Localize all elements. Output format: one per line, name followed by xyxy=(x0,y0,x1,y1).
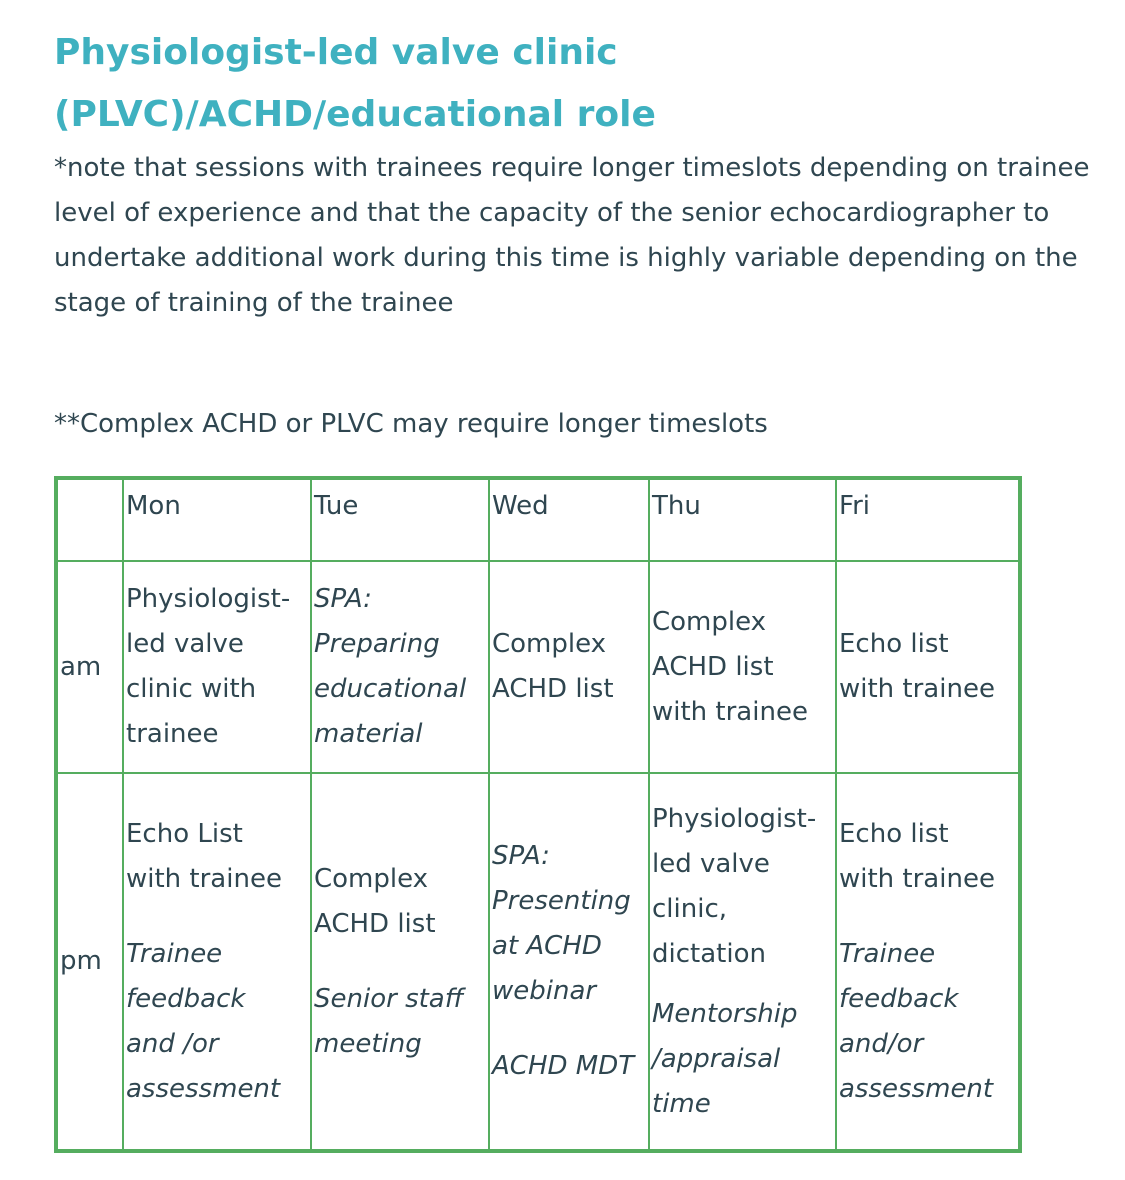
table-row-am xyxy=(56,561,1020,773)
cell-spacer xyxy=(314,947,486,977)
cell-line: Physiologist- xyxy=(652,803,817,834)
corner-cell xyxy=(56,478,123,561)
cell-line: meeting xyxy=(314,1028,422,1059)
cell-line: Echo List xyxy=(126,818,243,849)
cell-spacer xyxy=(839,902,1016,932)
cell-line: and /or xyxy=(126,1028,219,1059)
cell-line: Senior staff xyxy=(314,983,464,1014)
cell-pm-tue xyxy=(311,773,489,1151)
cell-line: Complex xyxy=(314,863,429,894)
row-label-am: am xyxy=(56,561,123,773)
page-title: Physiologist-led valve clinic (PLVC)/ACHD/educational role xyxy=(54,32,656,135)
cell-line: webinar xyxy=(492,976,597,1006)
cell-spacer xyxy=(126,902,308,932)
cell-line: Trainee xyxy=(839,938,936,969)
cell-line: and/or xyxy=(839,1028,924,1059)
cell-line: with trainee xyxy=(652,696,808,727)
cell-line: Physiologist- xyxy=(126,584,291,614)
cell-line: clinic with xyxy=(126,674,257,704)
cell-line: time xyxy=(652,1088,711,1119)
cell-pm-wed xyxy=(489,773,649,1151)
cell-line: with trainee xyxy=(839,863,995,894)
cell-am-thu xyxy=(649,561,836,773)
day-header-wed: Wed xyxy=(489,478,649,561)
cell-am-fri xyxy=(836,561,1020,773)
cell-line: educational xyxy=(314,674,467,704)
cell-line: material xyxy=(314,719,423,749)
cell-pm-fri xyxy=(836,773,1020,1151)
cell-line: Echo list xyxy=(839,629,949,659)
weekly-schedule-table xyxy=(54,476,1022,1153)
cell-line: feedback xyxy=(126,983,246,1014)
cell-line: Echo list xyxy=(839,818,949,849)
cell-line: ACHD MDT xyxy=(492,1051,635,1081)
cell-line: SPA: xyxy=(314,584,372,614)
cell-line: led valve xyxy=(652,848,770,879)
cell-line: ACHD list xyxy=(492,674,614,704)
cell-line: trainee xyxy=(126,719,219,749)
cell-line: with trainee xyxy=(126,863,282,894)
cell-line: with trainee xyxy=(839,674,995,704)
cell-line: Presenting xyxy=(492,886,631,916)
row-label-pm: pm xyxy=(56,773,123,1151)
cell-line: feedback xyxy=(839,983,959,1014)
cell-line: Complex xyxy=(652,606,767,637)
day-header-mon: Mon xyxy=(123,478,311,561)
day-header-fri: Fri xyxy=(836,478,1020,561)
cell-line: Trainee xyxy=(126,938,223,969)
cell-line: dictation xyxy=(652,938,766,969)
cell-line: clinic, xyxy=(652,893,728,924)
cell-am-mon xyxy=(123,561,311,773)
day-header-thu: Thu xyxy=(649,478,836,561)
cell-am-wed xyxy=(489,561,649,773)
cell-line: Preparing xyxy=(314,629,440,659)
complex-timeslot-note: **Complex ACHD or PLVC may require longer timeslots xyxy=(54,409,768,439)
cell-line: ACHD list xyxy=(314,908,436,939)
cell-line: assessment xyxy=(126,1073,281,1104)
cell-pm-thu xyxy=(649,773,836,1151)
cell-line: assessment xyxy=(839,1073,994,1104)
cell-line: Mentorship xyxy=(652,998,798,1029)
day-header-tue: Tue xyxy=(311,478,489,561)
cell-spacer xyxy=(652,977,833,992)
cell-line: ACHD list xyxy=(652,651,774,682)
cell-line: at ACHD xyxy=(492,931,602,961)
trainee-timeslot-note: *note that sessions with trainees require longer timeslots depending on trainee level of experience and that the capacity of the senior echocardiographer to undertake additional work during this time is highly variable depending on the stage of training of the trainee xyxy=(54,153,1090,318)
cell-pm-mon xyxy=(123,773,311,1151)
cell-line: SPA: xyxy=(492,841,550,871)
table-header-row xyxy=(56,478,1020,561)
cell-line: Complex xyxy=(492,629,607,659)
cell-spacer xyxy=(492,1014,646,1044)
cell-am-tue xyxy=(311,561,489,773)
cell-line: /appraisal xyxy=(652,1043,781,1074)
cell-line: led valve xyxy=(126,629,244,659)
table-row-pm xyxy=(56,773,1020,1151)
